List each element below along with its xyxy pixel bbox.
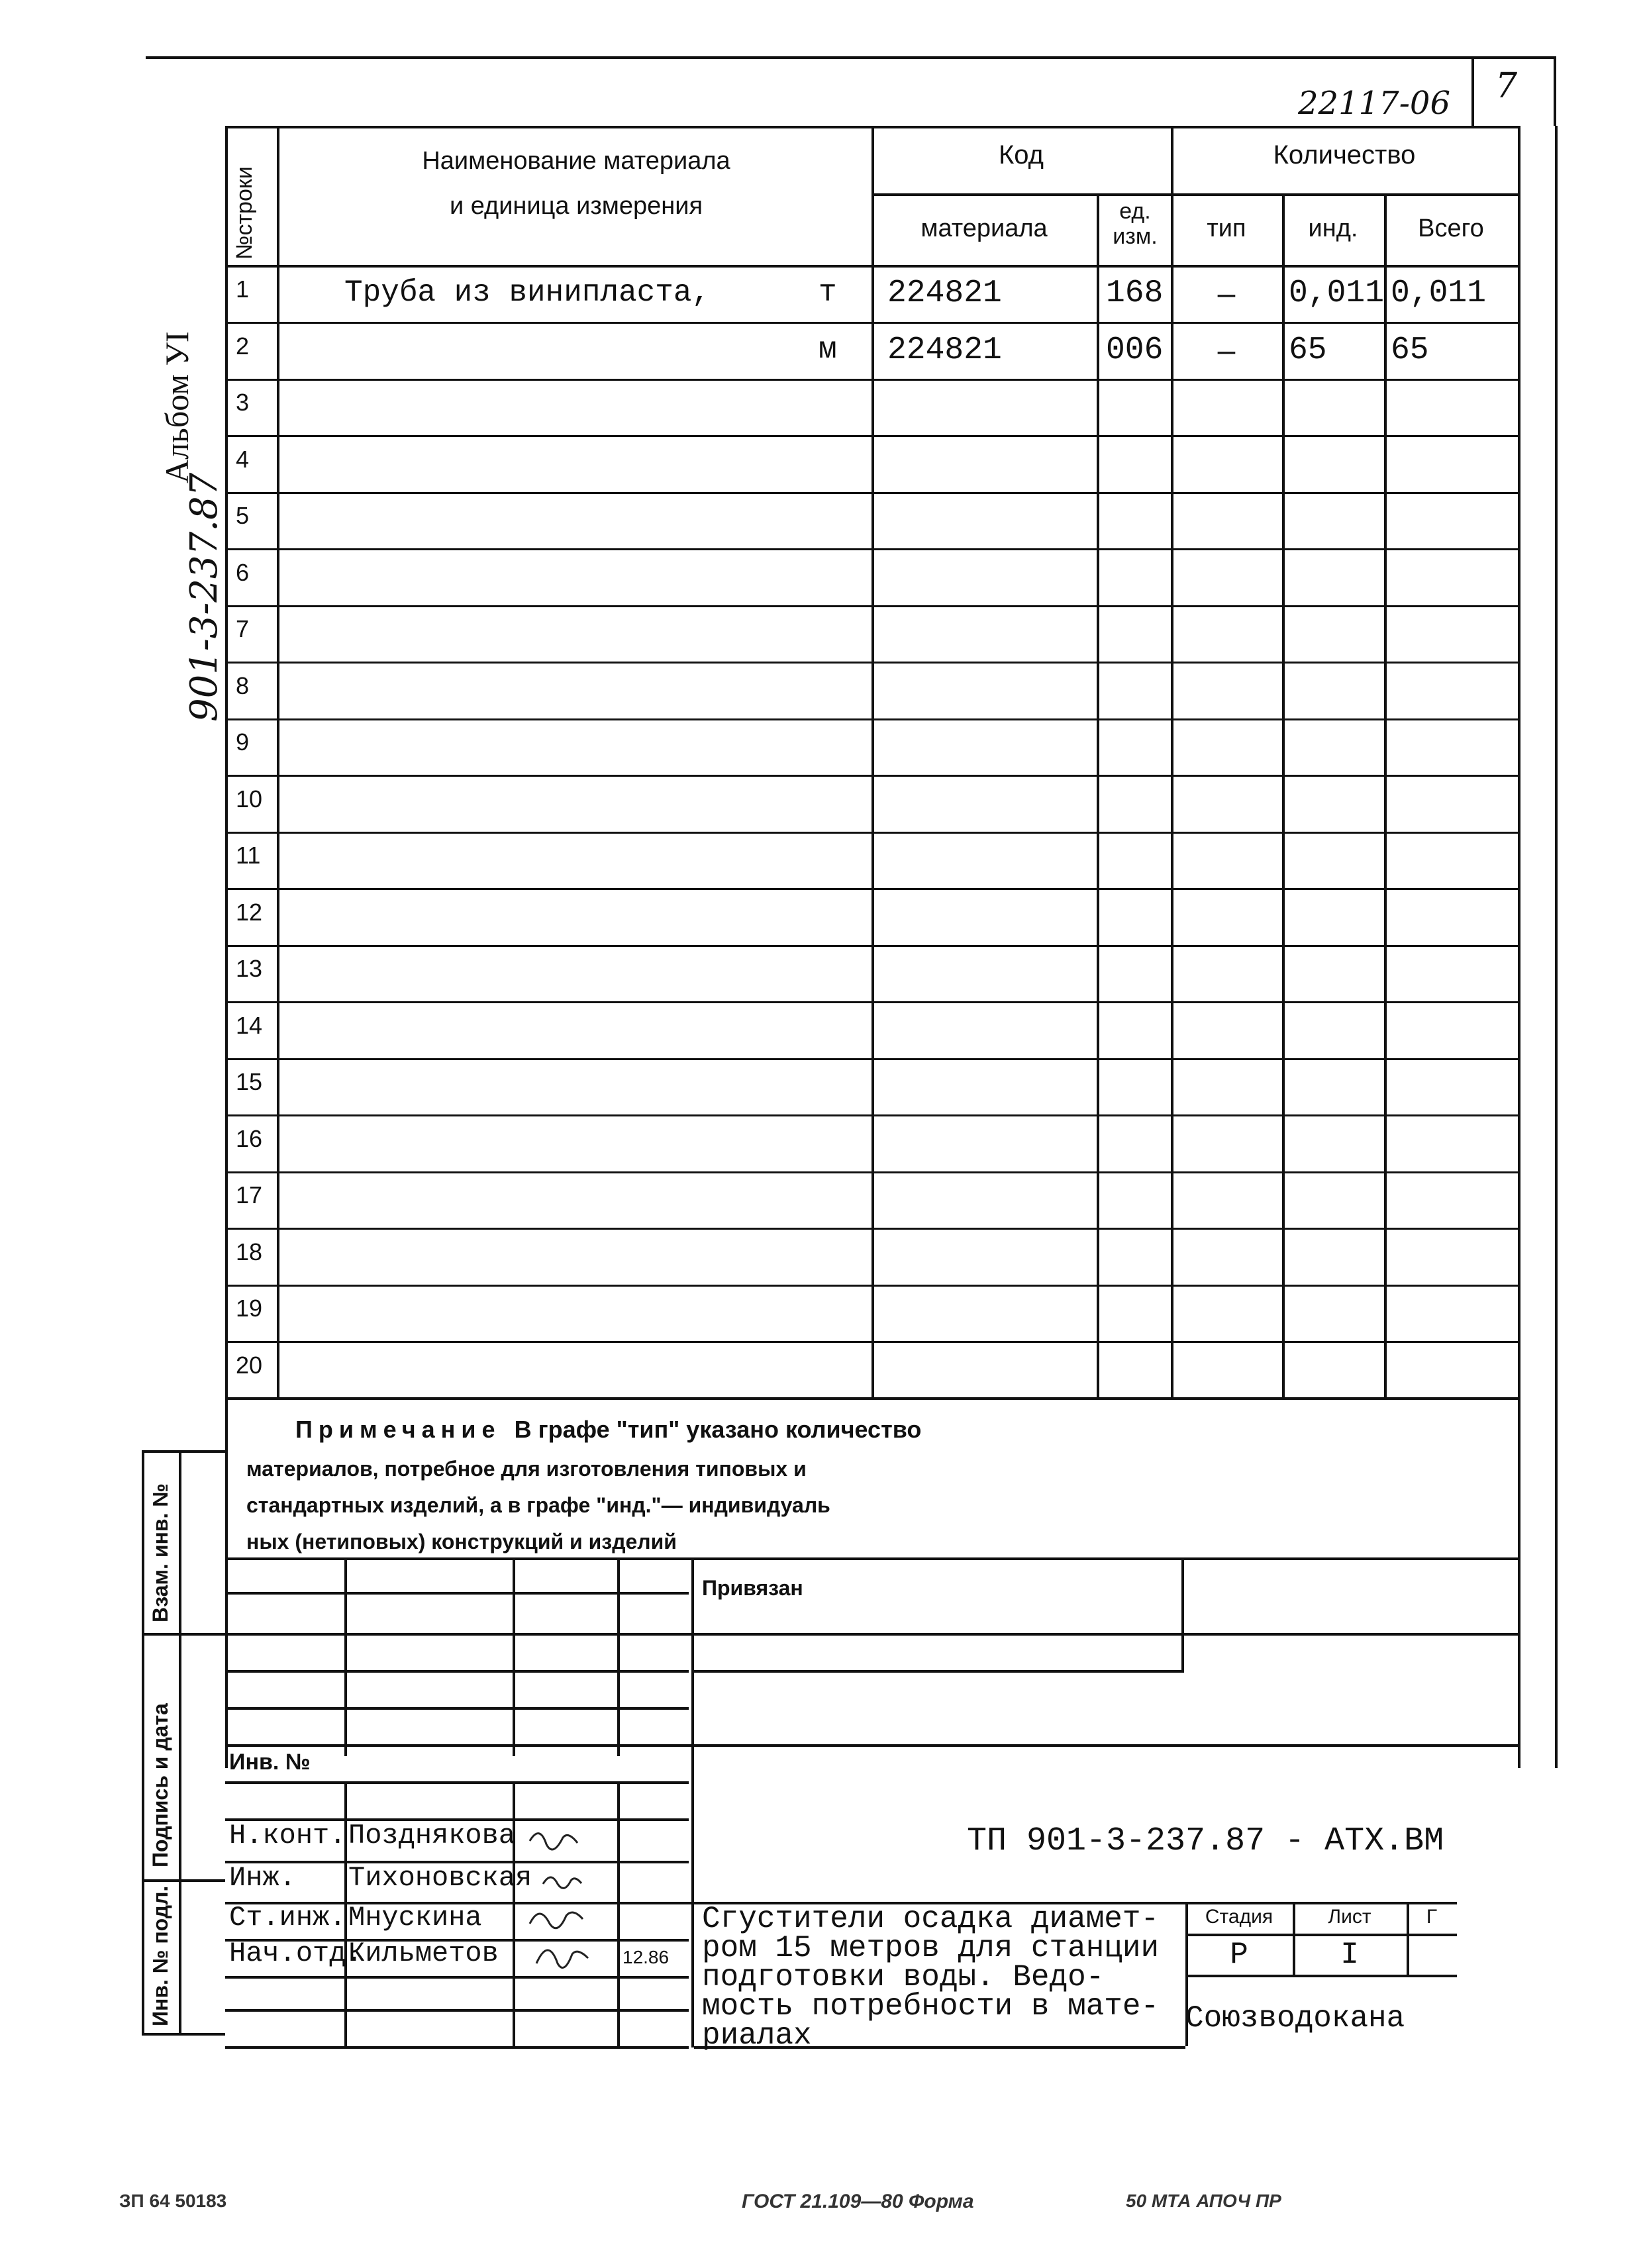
role-st-inzh: Ст.инж. — [229, 1902, 346, 1934]
sheet-value: I — [1340, 1938, 1359, 1972]
tb-line-3 — [225, 1633, 1518, 1636]
row-number: 8 — [236, 672, 250, 699]
row-number: 1 — [236, 275, 250, 303]
document-code: ТП 901-3-237.87 - АТХ.ВМ — [967, 1822, 1444, 1860]
sheet-number: 7 — [1495, 66, 1518, 106]
table-left-border — [225, 126, 228, 1768]
tb-line-14 — [225, 2046, 689, 2049]
row-number: 6 — [236, 559, 250, 586]
row-qty-type: – — [1217, 333, 1236, 368]
role-n-kont: Н.конт. — [229, 1820, 346, 1851]
footer-left: ЗП 64 50183 — [119, 2191, 227, 2211]
inv-no-label: Инв. № — [229, 1750, 311, 1775]
header-mid-line — [871, 193, 1518, 196]
table-row-line — [225, 1171, 1518, 1173]
side-stamp-div1 — [142, 1633, 225, 1636]
footer-gost: ГОСТ 21.109—80 Форма — [742, 2191, 974, 2212]
sheet-label: Лист — [1328, 1906, 1371, 1928]
table-row-line — [225, 1228, 1518, 1230]
side-stamp-top — [142, 1450, 225, 1453]
row-unit: м — [819, 332, 837, 367]
table-right-border — [1518, 126, 1520, 1768]
note-line1: В графе "тип" указано количество — [514, 1416, 922, 1443]
title-line3: подготовки воды. Ведо- — [702, 1960, 1105, 1995]
name-mnuskina: Мнускина — [348, 1902, 482, 1934]
side-stamp-left-border — [142, 1450, 144, 2033]
table-row-line — [225, 1058, 1518, 1060]
title-line2: ром 15 метров для станции — [702, 1931, 1160, 1965]
table-row-line — [225, 888, 1518, 890]
sheet-number-box-left — [1471, 56, 1474, 126]
row-number: 15 — [236, 1068, 263, 1095]
header-name-line1: Наименование материала — [422, 147, 730, 175]
col-total-border — [1384, 193, 1387, 1397]
row-number: 20 — [236, 1352, 263, 1379]
row-qty-total: 65 — [1391, 332, 1429, 368]
table-row-line — [225, 1341, 1518, 1343]
tb-privyazan-bottom — [694, 1670, 1184, 1673]
note-first-line — [295, 1416, 921, 1444]
sign-date: 12.86 — [622, 1947, 670, 1967]
row-number: 3 — [236, 389, 250, 416]
note-line3: стандартных изделий, а в графе "инд."— индивидуаль — [246, 1493, 830, 1517]
table-row-line — [225, 1285, 1518, 1287]
note-line2: материалов, потребное для изготовления типовых и — [246, 1457, 807, 1481]
row-qty-type: – — [1217, 276, 1236, 311]
row-qty-ind: 65 — [1289, 332, 1327, 368]
col-ind-border — [1282, 193, 1285, 1397]
row-number: 7 — [236, 615, 250, 642]
table-row-line — [225, 775, 1518, 777]
row-material-code: 224821 — [887, 275, 1002, 311]
header-quantity: Количество — [1273, 140, 1416, 170]
header-row-number: №строки — [232, 166, 257, 260]
tb-line-1 — [225, 1557, 1518, 1560]
side-stamp-bottom — [142, 2033, 225, 2036]
header-code-material: материала — [921, 215, 1048, 242]
title-line4: мость потребности в мате- — [702, 1989, 1160, 2024]
side-album: Альбом УI — [158, 331, 195, 483]
name-pozdnyakova: Позднякова — [348, 1820, 516, 1851]
note-line4: ных (нетиповых) конструкций и изделий — [246, 1530, 677, 1553]
row-unit-code: 168 — [1106, 275, 1164, 311]
header-qty-ind: инд. — [1308, 215, 1358, 242]
row-number: 14 — [236, 1012, 263, 1039]
side-label-vzam: Взам. инв. № — [148, 1483, 172, 1622]
header-qty-type: тип — [1207, 215, 1246, 242]
title-line1: Сгустители осадка диамет- — [702, 1902, 1160, 1936]
tb-col-role-border-upper — [344, 1557, 347, 1756]
table-row-line — [225, 832, 1518, 834]
tb-line-6 — [225, 1744, 1518, 1747]
name-kilmetov: Кильметов — [348, 1938, 499, 1969]
stamp-code: 22117-06 — [1298, 85, 1450, 122]
row-number: 18 — [236, 1238, 263, 1265]
header-qty-total: Всего — [1418, 215, 1484, 242]
title-line5: риалах — [702, 2018, 812, 2053]
row-number: 10 — [236, 785, 263, 813]
table-row-line — [225, 1114, 1518, 1116]
table-row-line — [225, 492, 1518, 494]
name-tikhonovskaya: Тихоновская — [348, 1862, 532, 1894]
outer-right-border — [1555, 126, 1558, 1768]
side-stamp-mid-border — [179, 1450, 181, 2033]
table-row-line — [225, 1001, 1518, 1003]
table-bottom-line — [225, 1397, 1518, 1400]
table-row-line — [225, 379, 1518, 381]
row-material-code: 224821 — [887, 332, 1002, 368]
table-row-line — [225, 945, 1518, 947]
row-unit-code: 006 — [1106, 332, 1164, 368]
row-unit: т — [819, 275, 837, 310]
tb-col-sign-border-upper — [617, 1557, 620, 1756]
row-number: 17 — [236, 1181, 263, 1208]
row-number: 11 — [236, 842, 261, 869]
row-number: 5 — [236, 502, 250, 529]
table-row-line — [225, 605, 1518, 607]
table-row-line — [225, 718, 1518, 720]
row-number: 2 — [236, 332, 250, 360]
row-qty-ind: 0,011 — [1289, 275, 1385, 311]
row-number: 13 — [236, 955, 263, 982]
stage-label: Стадия — [1205, 1906, 1273, 1928]
side-stamp-div2 — [142, 1879, 225, 1882]
tb-stage-value-line — [1185, 1975, 1457, 1977]
role-inzh: Инж. — [229, 1862, 296, 1894]
signatures-image — [517, 1814, 689, 1987]
row-name: Труба из винипласта, — [344, 275, 711, 310]
tb-col-date-border — [691, 1557, 694, 2047]
top-border-line — [146, 56, 1556, 59]
side-label-inv-podl: Инв. № подл. — [148, 1885, 172, 2026]
role-nach-otd: Нач.отд. — [229, 1938, 363, 1969]
row-number: 12 — [236, 899, 263, 926]
sheet-number-box-right — [1554, 56, 1556, 126]
side-project-number: 901-3-237.87 — [183, 472, 226, 722]
side-label-podpis: Подпись и дата — [148, 1703, 172, 1867]
tb-stage-header-line — [1185, 1934, 1457, 1936]
tb-col-name-border-upper — [513, 1557, 515, 1756]
header-name-line2: и единица измерения — [449, 192, 703, 220]
row-qty-total: 0,011 — [1391, 275, 1487, 311]
note-label: Примечание — [295, 1416, 501, 1443]
row-number: 4 — [236, 446, 250, 473]
tb-privyazan-right — [1181, 1557, 1184, 1670]
row-number: 16 — [236, 1125, 263, 1152]
table-row-line — [225, 322, 1518, 324]
table-row-line — [225, 662, 1518, 664]
table-row-line — [225, 548, 1518, 550]
col-type-border — [1171, 126, 1173, 1397]
privyazan-label: Привязан — [702, 1576, 803, 1600]
col-rownum-border — [277, 126, 279, 1397]
col-unitcode-border — [1097, 193, 1099, 1397]
footer-right: 50 МТА АПОЧ ПР — [1126, 2191, 1281, 2211]
col-material-border — [871, 126, 874, 1397]
table-row-line — [225, 435, 1518, 437]
sheets-label: Г — [1426, 1906, 1438, 1928]
header-code: Код — [998, 140, 1044, 170]
header-code-unit: ед. изм. — [1113, 199, 1158, 249]
stage-value: Р — [1230, 1938, 1248, 1972]
organization: Союзводокана — [1185, 2001, 1405, 2036]
row-number: 9 — [236, 728, 250, 756]
row-number: 19 — [236, 1295, 263, 1322]
